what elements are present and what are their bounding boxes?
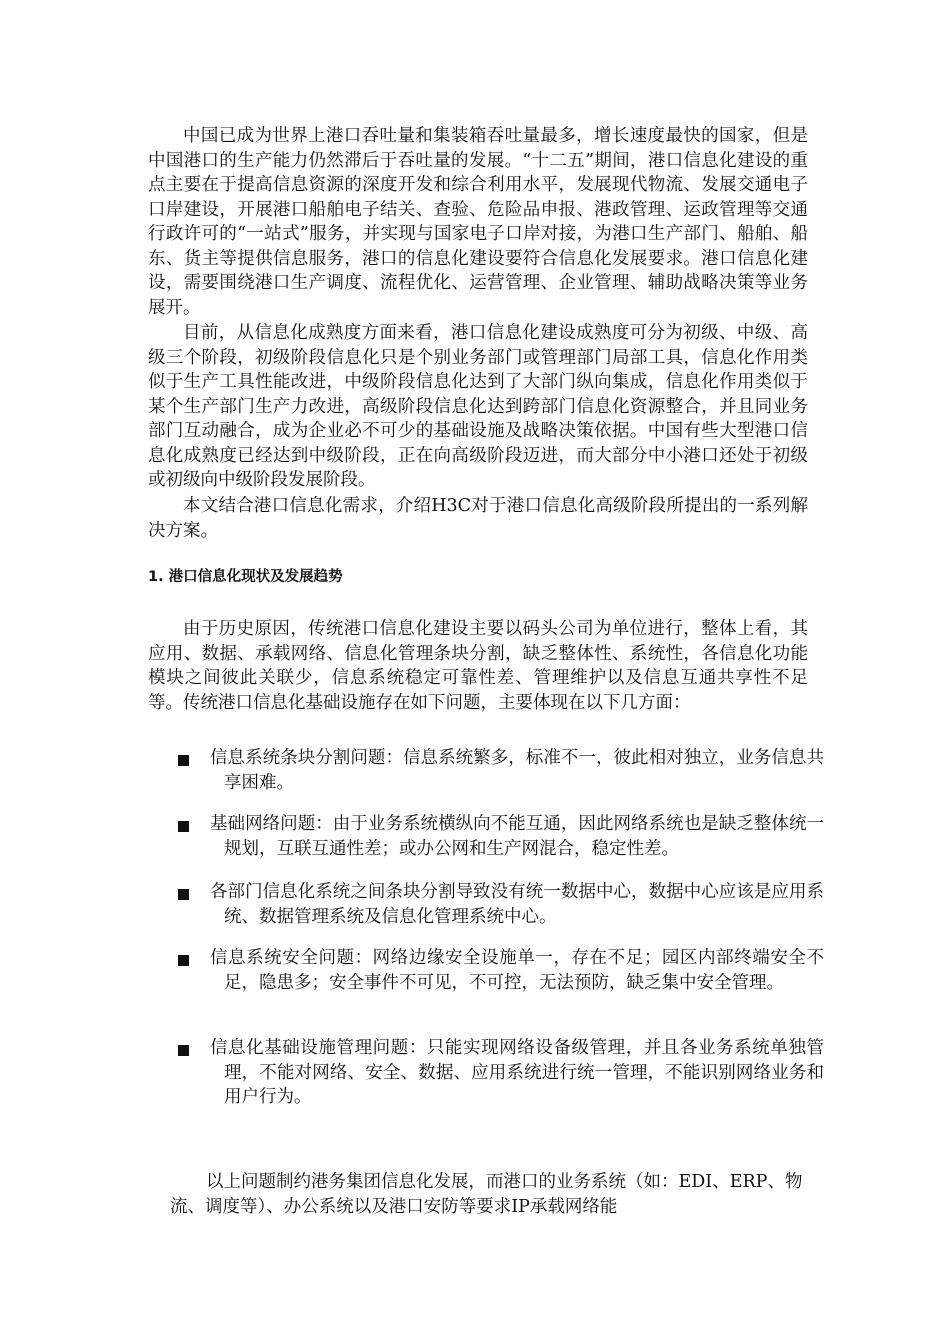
list-item-text: 信息系统条块分割问题：信息系统繁多，标准不一，彼此相对独立，业务信息共享困难。	[210, 748, 824, 793]
square-bullet-icon	[178, 955, 189, 966]
intro-paragraph-1: 中国已成为世界上港口吞吐量和集装箱吞吐量最多，增长速度最快的国家，但是中国港口的生产能力仍然滞后于吞吐量的发展。“十二五”期间，港口信息化建设的重点主要在于提高信息资源的深度开发和综合利用水平，发展现代物流、发展交通电子口岸建设，开展港口船舶电子结关、查验、危险品申报、港政管理、运政管理等交通行政许可的“一站式”服务，并实现与国家电子口岸对接，为港口生产部门、船舶、船东、货主等提供信息服务，港口的信息化建设要符合信息化发展要求。港口信息化建设，需要围绕港口生产调度、流程优化、运营管理、企业管理、辅助战略决策等业务展开。	[148, 126, 808, 318]
list-item	[178, 880, 824, 929]
closing-paragraph: 以上问题制约港务集团信息化发展，而港口的业务系统（如：EDI、ERP、物流、调度等）、办公系统以及港口安防等要求IP承载网络能	[170, 1172, 803, 1217]
list-item-text: 信息化基础设施管理问题：只能实现网络设备级管理，并且各业务系统单独管理，不能对网络、安全、数据、应用系统进行统一管理，不能识别网络业务和用户行为。	[210, 1038, 824, 1107]
list-item-text: 信息系统安全问题：网络边缘安全设施单一，存在不足；园区内部终端安全不足，隐患多；安全事件不可见，不可控，无法预防，缺乏集中安全管理。	[210, 948, 824, 993]
list-item	[178, 946, 824, 995]
square-bullet-icon	[178, 889, 189, 900]
list-item-text: 各部门信息化系统之间条块分割导致没有统一数据中心，数据中心应该是应用系统、数据管理系统及信息化管理系统中心。	[210, 882, 824, 927]
list-item	[178, 812, 824, 861]
list-item	[178, 1036, 824, 1110]
list-item-text: 基础网络问题：由于业务系统横纵向不能互通，因此网络系统也是缺乏整体统一规划，互联互通性差；或办公网和生产网混合，稳定性差。	[210, 814, 824, 859]
section-heading: 1. 港口信息化现状及发展趋势	[148, 569, 343, 585]
intro-paragraph-2: 目前，从信息化成熟度方面来看，港口信息化建设成熟度可分为初级、中级、高级三个阶段，初级阶段信息化只是个别业务部门或管理部门局部工具，信息化作用类似于生产工具性能改进，中级阶段信息化达到了大部门纵向集成，信息化作用类似于某个生产部门生产力改进，高级阶段信息化达到跨部门信息化资源整合，并且同业务部门互动融合，成为企业必不可少的基础设施及战略决策依据。中国有些大型港口信息化成熟度已经达到中级阶段，正在向高级阶段迈进，而大部分中小港口还处于初级或初级向中级阶段发展阶段。	[148, 323, 808, 490]
intro-paragraph-3: 本文结合港口信息化需求，介绍H3C对于港口信息化高级阶段所提出的一系列解决方案。	[148, 496, 808, 541]
square-bullet-icon	[178, 821, 189, 832]
square-bullet-icon	[178, 1045, 189, 1056]
section-paragraph: 由于历史原因，传统港口信息化建设主要以码头公司为单位进行，整体上看，其应用、数据、承载网络、信息化管理条块分割，缺乏整体性、系统性，各信息化功能模块之间彼此关联少，信息系统稳定可靠性差、管理维护以及信息互通共享性不足等。传统港口信息化基础设施存在如下问题，主要体现在以下几方面：	[148, 619, 808, 713]
list-item	[178, 746, 824, 795]
square-bullet-icon	[178, 755, 189, 766]
